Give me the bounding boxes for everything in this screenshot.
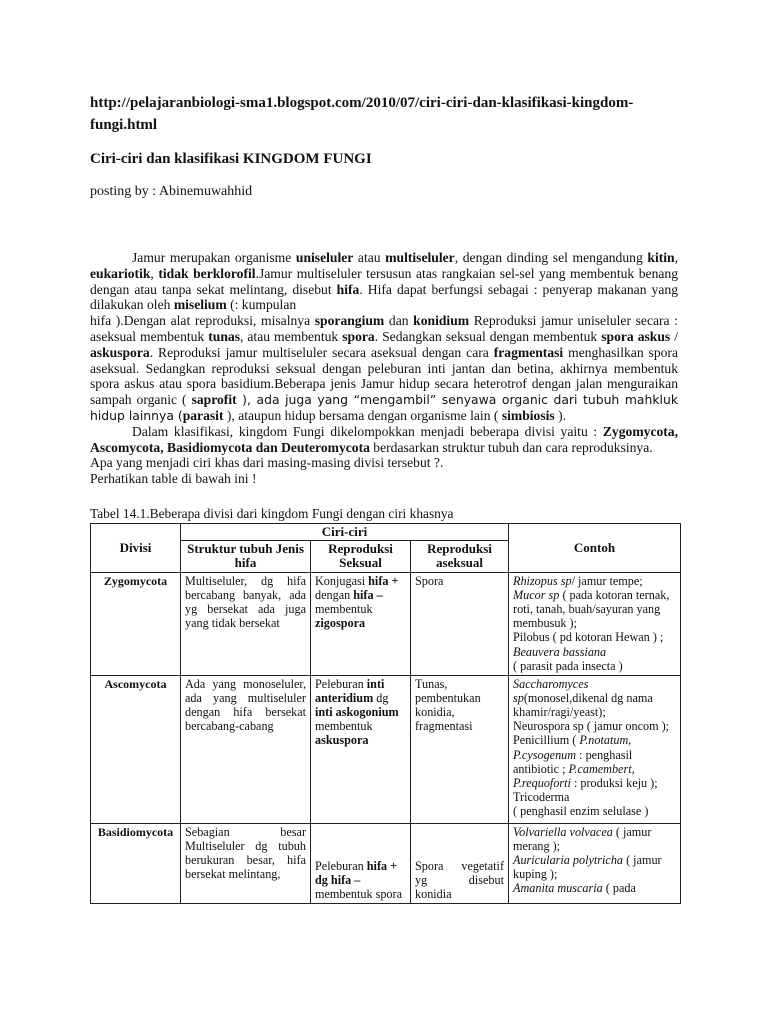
text: / [670, 328, 678, 344]
text: Peleburan [315, 676, 367, 691]
term: fragmentasi [493, 344, 564, 360]
header-divisi: Divisi [91, 524, 181, 573]
text: .Jamur multiseluler tersusun atas rangkaian sel-sel yang membentuk benang dengan atau tanpa sekat melintang, disebut [90, 265, 678, 297]
struktur-cell: Multiseluler, dg hifa bercabang banyak, ada yg bersekat ada juga yang tidak bersekat [181, 572, 311, 675]
text: (monosel,dikenal dg nama khamir/ragi/yeast); [513, 690, 653, 720]
aseksual-cell: Spora [411, 572, 509, 675]
term: uniseluler [295, 250, 354, 265]
text: Jamur merupakan organisme [132, 250, 296, 265]
text: ), ataupun hidup bersama dengan organisme lain ( [223, 407, 502, 423]
term: zigospora [315, 616, 366, 631]
term: sporangium [314, 313, 385, 329]
text: Dalam klasifikasi, kingdom Fungi dikelompokkan menjadi beberapa divisi yaitu : [132, 423, 603, 439]
term: spora [342, 328, 375, 344]
term: inti anteridium [315, 676, 385, 705]
text: membentuk spora [315, 887, 402, 902]
text: dan [384, 313, 414, 329]
text: (: kumpulan [226, 297, 297, 313]
question-line: Apa yang menjadi ciri khas dari masing-masing divisi tersebut ?. [90, 455, 444, 471]
struktur-cell: Ada yang monoseluler, ada yang multiseluler dengan hifa bersekat bercabang-cabang [181, 675, 311, 823]
text: ( parasit pada insecta ) [513, 658, 623, 673]
text: hifa ).Dengan alat reproduksi, misalnya [90, 313, 315, 329]
text: menghasilkan spora aseksual. Sedangkan reproduksi seksual dengan peleburan inti jantan dan betina, akhirnya membentuk spora askus atau spora basidium.Beberapa jenis Jamur hidup secara heterotrof dengan jalan menguraikan sampah organic ( [90, 344, 678, 408]
text: Peleburan [315, 859, 367, 873]
paragraph-reproduction [90, 313, 678, 424]
struktur-cell: Sebagian besar Multiseluler dg tubuh berukuran besar, hifa bersekat melintang, [181, 823, 311, 903]
contoh-cell [509, 572, 681, 675]
fungi-divisions-table [90, 523, 681, 904]
term: miselium [173, 297, 227, 313]
term: tunas [208, 328, 240, 344]
seksual-cell [311, 572, 411, 675]
species-name: P.notatum [579, 733, 629, 748]
text: ( penghasil enzim selulase ) [513, 804, 649, 819]
species-name: Saccharomyces sp [513, 676, 589, 705]
term: hifa + [368, 573, 399, 588]
species-name: P.camembert [568, 761, 632, 776]
term: saprofit [191, 392, 237, 408]
text: ). [554, 407, 567, 423]
text: ( pada kotoran ternak, roti, tanah, buah/sayuran yang membusuk ); [513, 587, 670, 631]
term: hifa [336, 281, 360, 297]
table-caption: Tabel 14.1.Beberapa divisi dari kingdom Fungi dengan ciri khasnya [90, 506, 454, 521]
term: eukariotik [90, 265, 151, 281]
divisi-cell: Ascomycota [91, 675, 181, 823]
species-name: Amanita muscaria [513, 881, 603, 896]
seksual-cell [311, 675, 411, 823]
table-row [91, 675, 681, 823]
seksual-cell [311, 823, 411, 903]
term: parasit [182, 407, 224, 423]
species-name: Auricularia polytricha [513, 853, 624, 868]
text: membentuk [315, 719, 373, 734]
text: , [628, 733, 632, 748]
species-name: P.requoforti [513, 776, 571, 791]
page-title: Ciri-ciri dan klasifikasi KINGDOM FUNGI [90, 151, 372, 167]
divisi-cell: Basidiomycota [91, 823, 181, 903]
term: hifa + dg hifa – [315, 859, 398, 888]
aseksual-cell: Spora vegetatif yg disebut konidia [411, 823, 509, 903]
source-url[interactable]: http://pelajaranbiologi-sma1.blogspot.com/2010/07/ciri-ciri-dan-klasifikasi-kingdom-fungi.html [90, 95, 634, 133]
term: simbiosis [501, 407, 555, 423]
article-body [90, 250, 678, 487]
text: membentuk [315, 602, 373, 617]
term: hifa – [353, 587, 383, 602]
instruction-line: Perhatikan table di bawah ini ! [90, 471, 257, 487]
term: tidak berklorofil [158, 265, 256, 281]
divisi-cell: Zygomycota [91, 572, 181, 675]
term: kitin [647, 250, 675, 265]
header-ciri: Ciri-ciri [181, 524, 509, 541]
text: atau [353, 250, 386, 265]
text: . Reproduksi jamur multiseluler secara aseksual dengan cara [149, 344, 494, 360]
text: . Sedangkan seksual dengan membentuk [374, 328, 602, 344]
header-seksual: Reproduksi Seksual [311, 541, 411, 572]
text: berdasarkan struktur tubuh dan cara reproduksinya. [369, 439, 653, 455]
text: , [150, 265, 159, 281]
text: , dengan dinding sel mengandung [454, 250, 648, 265]
term: Zygomycota, Ascomycota, Basidiomycota dan Deuteromycota [90, 423, 678, 455]
term: inti askogonium [315, 705, 399, 720]
text: Pilobus ( pd kotoran Hewan ) ; [513, 630, 664, 645]
header-struktur: Struktur tubuh Jenis hifa [181, 541, 311, 572]
text: ( pada [602, 881, 636, 896]
text: Reproduksi jamur uniseluler secara : aseksual membentuk [90, 313, 678, 344]
text: Neurospora sp ( jamur oncom ); [513, 719, 670, 734]
text: . Hifa dapat berfungsi sebagai : penyerap makanan yang dilakukan oleh [90, 281, 678, 313]
term: multiseluler [385, 250, 455, 265]
paragraph-intro [90, 250, 678, 313]
term: askuspora [90, 344, 150, 360]
contoh-cell [509, 823, 681, 903]
text: , [674, 250, 678, 265]
table-row [91, 572, 681, 675]
posting-author: posting by : Abinemuwahhid [90, 184, 253, 199]
term: askuspora [315, 733, 369, 748]
paragraph-classification [90, 424, 678, 456]
species-name: Beauvera bassiana [513, 644, 607, 659]
table-header-row [91, 524, 681, 541]
text: Tricoderma [513, 790, 570, 805]
text: Konjugasi [315, 573, 369, 588]
term: konidium [413, 313, 470, 329]
term: spora askus [601, 328, 671, 344]
header-aseksual: Reproduksi aseksual [411, 541, 509, 572]
contoh-cell [509, 675, 681, 823]
species-name: P.cysogenum [513, 747, 577, 762]
text: ( jamur merang ); [513, 824, 652, 853]
text: , [631, 761, 635, 776]
text: Penicillium ( [513, 733, 580, 748]
text: dg [373, 690, 389, 705]
aseksual-cell: Tunas, pembentukan konidia, fragmentasi [411, 675, 509, 823]
species-name: Rhizopus sp [513, 573, 572, 588]
text: ), ada juga yang “mengambil” senyawa organic dari tubuh mahkluk hidup lainnya ( [90, 392, 678, 423]
text: dengan [315, 587, 354, 602]
species-name: Mucor sp [513, 587, 560, 602]
text: : produksi keju ); [570, 776, 658, 791]
text: , atau membentuk [239, 328, 343, 344]
header-contoh: Contoh [509, 524, 681, 573]
table-row [91, 823, 681, 903]
text: ( jamur kuping ); [513, 853, 662, 882]
text: : penghasil antibiotic ; [513, 747, 633, 776]
text: / jamur tempe; [571, 573, 643, 588]
species-name: Volvariella volvacea [513, 824, 613, 839]
